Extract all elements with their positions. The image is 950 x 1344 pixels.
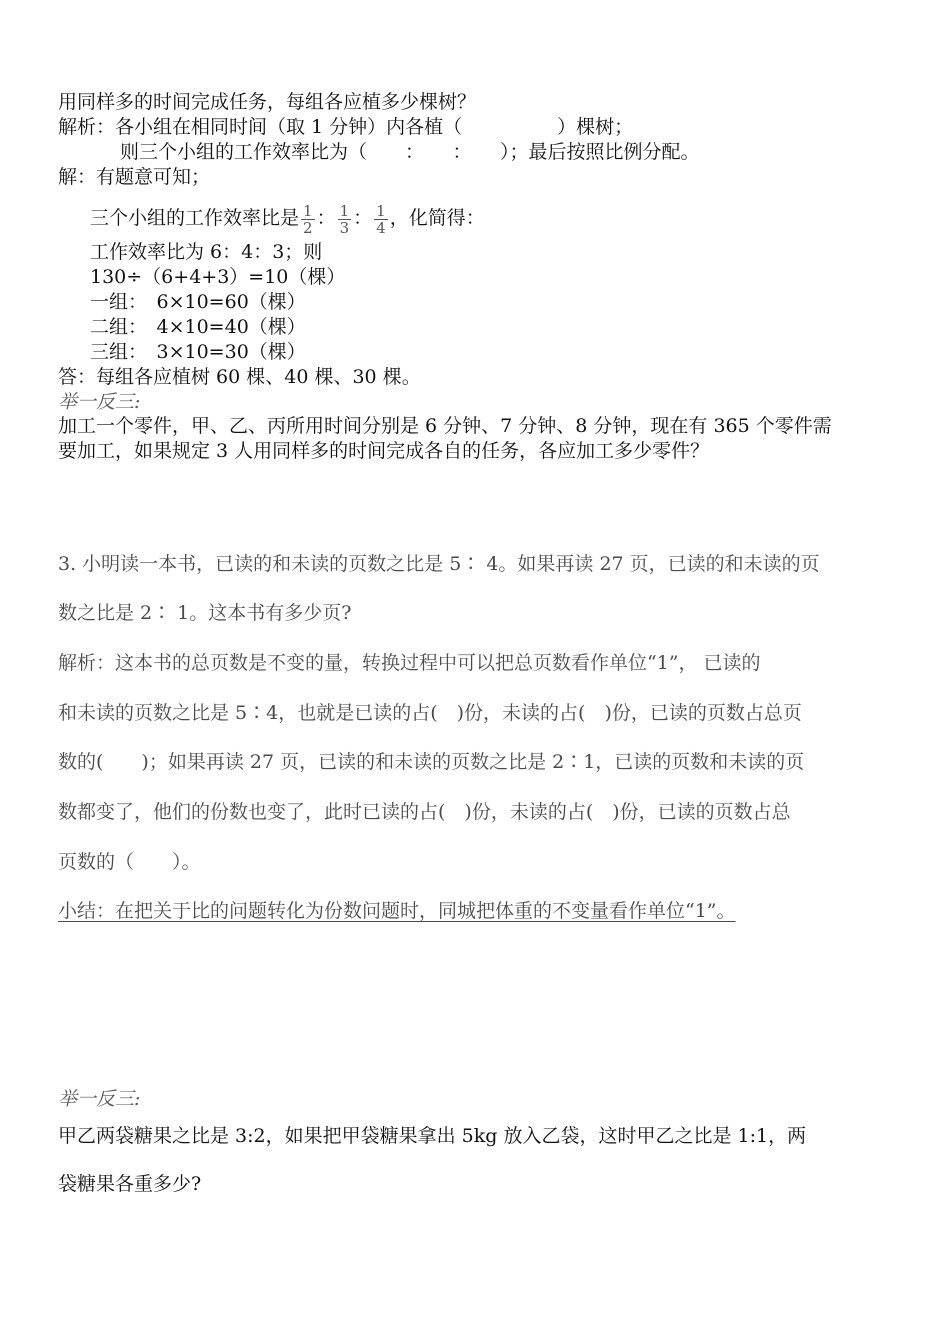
analysis-line: 数都变了，他们的份数也变了，此时已读的占( )份，未读的占( )份，已读的页数占总 — [58, 801, 791, 823]
fraction-denominator: 4 — [376, 218, 386, 237]
text-line: 三组： 3×10=30（棵） — [90, 341, 306, 363]
fraction — [301, 203, 315, 236]
text-line: 用同样多的时间完成任务，每组各应植多少棵树？ — [58, 91, 477, 113]
analysis-line: 页数的（ ）。 — [58, 851, 201, 873]
fraction — [338, 203, 352, 236]
text-line: 二组： 4×10=40（棵） — [90, 316, 306, 338]
colon: ： — [316, 207, 336, 229]
summary-line: 小结：在把关于比的问题转化为份数问题时，同城把体重的不变量看作单位“1”。 — [58, 900, 736, 922]
text-line: 加工一个零件，甲、乙、丙所用时间分别是 6 分钟、7 分钟、8 分钟，现在有 365 个零件需 — [58, 415, 832, 437]
text-line: 解析：各小组在相同时间（取 1 分钟）内各植（ ）棵树； — [58, 116, 634, 138]
fraction-denominator: 3 — [339, 218, 350, 237]
ratio-line — [90, 200, 485, 236]
analysis-line: 数的( )；如果再读 27 页，已读的和未读的页数之比是 2∶1，已读的页数和未读的页 — [58, 751, 805, 773]
ratio-suffix: ，化简得： — [389, 207, 485, 229]
section-heading: 举一反三: — [58, 1088, 141, 1110]
text-line: 一组： 6×10=60（棵） — [90, 291, 306, 313]
ratio-prefix: 三个小组的工作效率比是 — [90, 207, 300, 229]
text-line: 袋糖果各重多少? — [58, 1173, 202, 1195]
text-line: 解：有题意可知； — [58, 166, 211, 188]
fraction-numerator: 1 — [339, 201, 350, 220]
fraction-numerator: 1 — [303, 201, 313, 220]
analysis-line: 解析：这本书的总页数是不变的量，转换过程中可以把总页数看作单位“1”， 已读的 — [58, 652, 761, 674]
colon: ： — [353, 207, 373, 229]
fraction-denominator: 2 — [303, 218, 313, 237]
text-line: 130÷（6+4+3）=10（棵） — [90, 266, 346, 288]
question-line: 3. 小明读一本书，已读的和未读的页数之比是 5∶ 4。如果再读 27 页，已读的和未读的页 — [58, 553, 820, 575]
section-heading: 举一反三: — [58, 391, 141, 413]
fraction-numerator: 1 — [376, 201, 386, 220]
question-line: 数之比是 2∶ 1。这本书有多少页? — [58, 602, 352, 624]
text-line: 甲乙两袋糖果之比是 3:2，如果把甲袋糖果拿出 5kg 放入乙袋，这时甲乙之比是 1:1，两 — [58, 1125, 807, 1147]
text-line: 则三个小组的工作效率比为（ ： ： ）；最后按照比例分配。 — [120, 141, 700, 163]
analysis-line: 和未读的页数之比是 5∶4，也就是已读的占( )份，未读的占( )份，已读的页数占总页 — [58, 702, 802, 724]
text-line: 要加工，如果规定 3 人用同样多的时间完成各自的任务，各应加工多少零件？ — [58, 440, 710, 462]
answer-line: 答：每组各应植树 60 棵、40 棵、30 棵。 — [58, 366, 421, 388]
fraction — [374, 203, 388, 236]
text-line: 工作效率比为 6：4：3；则 — [90, 241, 323, 263]
